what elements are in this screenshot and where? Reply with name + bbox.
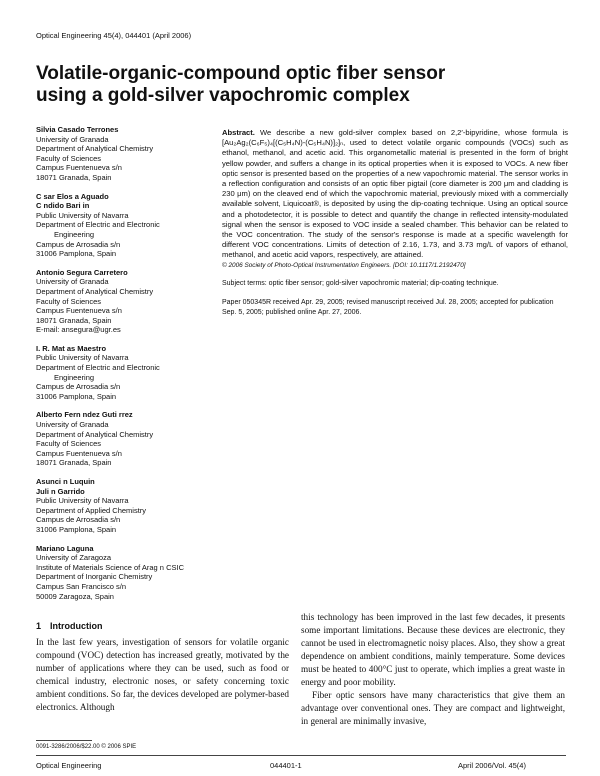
author-block bbox=[36, 125, 206, 183]
section-number: 1 bbox=[36, 621, 42, 631]
author-name: Asunci n Luquin bbox=[36, 477, 95, 486]
affiliation-line: Department of Applied Chemistry bbox=[36, 505, 147, 515]
body-paragraph: Fiber optic sensors have many characteristics that give them an advantage over conventional ones. They are compact and lightweight, in general are minimally invasive, bbox=[301, 690, 565, 726]
author-block bbox=[36, 410, 206, 468]
affiliation-line: Department of Electric and Electronic bbox=[36, 220, 160, 230]
author-email: E-mail: ansegura@ugr.es bbox=[36, 325, 121, 335]
title-line: using a gold-silver vapochromic complex bbox=[36, 85, 410, 106]
affiliation-line: Department of Electric and Electronic bbox=[36, 363, 160, 373]
affiliation-line: University of Granada bbox=[36, 277, 109, 287]
section-heading bbox=[36, 621, 103, 631]
abstract-section bbox=[222, 128, 568, 317]
affiliation-line: Campus Fuentenueva s/n bbox=[36, 163, 122, 173]
footer-page-number: 044401-1 bbox=[270, 761, 302, 770]
footer-issue: April 2006/Vol. 45(4) bbox=[458, 761, 526, 770]
affiliation-line: Campus de Arrosadia s/n bbox=[36, 515, 121, 525]
affiliation-line: Campus de Arrosadia s/n bbox=[36, 239, 121, 249]
author-block bbox=[36, 268, 206, 335]
author-name: Mariano Laguna bbox=[36, 543, 94, 553]
affiliation-line: 18071 Granada, Spain bbox=[36, 172, 112, 182]
running-header: Optical Engineering 45(4), 044401 (April 2006) bbox=[36, 31, 192, 40]
author-name: C sar Elos a Aguado bbox=[36, 191, 109, 201]
affiliation-line: Department of Inorganic Chemistry bbox=[36, 572, 153, 582]
affiliation-line: Institute of Materials Science of Arag n CSIC bbox=[36, 562, 184, 572]
affiliation-line: Faculty of Sciences bbox=[36, 439, 102, 449]
affiliation-line: University of Granada bbox=[36, 134, 109, 144]
affiliation-line: Department of Analytical Chemistry bbox=[36, 144, 154, 154]
copyright-line: © 2006 Society of Photo-Optical Instrumentation Engineers. [DOI: 10.1117/1.2192470] bbox=[222, 261, 466, 269]
author-name: C ndido Bari in bbox=[36, 201, 90, 211]
affiliation-line: Public University of Navarra bbox=[36, 353, 129, 363]
title-line: Volatile-organic-compound optic fiber sensor bbox=[36, 63, 446, 84]
author-block bbox=[36, 344, 206, 402]
affiliation-line: Department of Analytical Chemistry bbox=[36, 429, 154, 439]
abstract-body: We describe a new gold-silver complex based on 2,2′-bipyridine, whose formula is [Au₂Ag₂(C₆F₅)₄[(C₅H₄N)-(C₅H₄N)]₂]ₙ, used to detect volatile organic compounds (VOCs) such as ethanol, methanol, and acetic acid. This organometallic material is presented in the form of bright yellow powder, and suffers a change in its optical properties when it is exposed to VOCs. A new fiber optic sensor is presented based on the properties of a new vapochromic material. The sensor works in a reflection configuration and consists of an optic fiber pigtail (core diameter is 200 μm and cladding is 230 μm) on the cleaved end of which the vapochromic material, previously mixed with a commercially available solvent, Liquicoat®, is deposited by using the dip-coating technique. Using an optical source and a photodetector, it is possible to detect and quantify the change in reflected intensity-modulated signal when the sensor is exposed to VOC inside a sealed chamber. This behavior can be related to the VOC concentration. The study of the sensor's response is made at a specific wavelength for different VOC concentrations. Limits of detection of 2.16, 1.73, and 3.73 mg/L of vapors of ethanol, methanol, and acetic acid vapors, respectively, are attained. bbox=[222, 128, 568, 260]
affiliation-line: 31006 Pamplona, Spain bbox=[36, 524, 117, 534]
body-column-left bbox=[36, 636, 289, 714]
subject-terms: Subject terms: optic fiber sensor; gold-silver vapochromic material; dip-coating technique. bbox=[222, 279, 499, 287]
affiliation-line: Campus San Francisco s/n bbox=[36, 581, 127, 591]
author-name: Silvia Casado Terrones bbox=[36, 125, 119, 134]
paper-history: Paper 050345R received Apr. 29, 2005; revised manuscript received Jul. 28, 2005; accepted for publication Sep. 5, 2005; published online Apr. 27, 2006. bbox=[222, 299, 554, 316]
footer-journal: Optical Engineering bbox=[36, 761, 102, 770]
author-block bbox=[36, 477, 206, 535]
affiliation-line: Campus de Arrosadia s/n bbox=[36, 382, 121, 392]
affiliation-line: University of Zaragoza bbox=[36, 553, 112, 563]
affiliation-line: 31006 Pamplona, Spain bbox=[36, 391, 117, 401]
footnote-divider bbox=[36, 740, 92, 741]
author-block bbox=[36, 192, 206, 259]
body-column-right bbox=[301, 611, 565, 728]
affiliation-line: Public University of Navarra bbox=[36, 210, 129, 220]
abstract-label: Abstract. bbox=[222, 128, 255, 137]
affiliation-line: 50009 Zaragoza, Spain bbox=[36, 591, 114, 601]
affiliation-line: Public University of Navarra bbox=[36, 496, 129, 506]
body-paragraph: this technology has been improved in the last few decades, it presents some important limitations. Because these devices are electronic, they cannot be used in electromagnetic noisy places. Also, they show a great dependence on ambient conditions, mainly temperature. Some devices must be heated to 400°C just to operate, which implies a great waste in energy and poor mobility. bbox=[301, 612, 565, 687]
affiliation-line: Engineering bbox=[54, 372, 95, 382]
affiliation-line: Campus Fuentenueva s/n bbox=[36, 306, 122, 316]
section-title: Introduction bbox=[50, 621, 103, 631]
footnote: 0091-3286/2006/$22.00 © 2006 SPIE bbox=[36, 744, 137, 750]
paper-title bbox=[36, 63, 556, 107]
affiliation-line: Engineering bbox=[54, 229, 95, 239]
affiliation-line: 31006 Pamplona, Spain bbox=[36, 249, 117, 259]
abstract-paragraph bbox=[222, 128, 568, 261]
author-name: Alberto Fern ndez Guti rrez bbox=[36, 410, 133, 420]
affiliation-line: 18071 Granada, Spain bbox=[36, 315, 112, 325]
author-block bbox=[36, 544, 206, 602]
author-list bbox=[36, 125, 206, 610]
affiliation-line: Campus Fuentenueva s/n bbox=[36, 448, 122, 458]
footer-divider bbox=[36, 755, 566, 756]
author-name: Antonio Segura Carretero bbox=[36, 267, 128, 277]
affiliation-line: Department of Analytical Chemistry bbox=[36, 286, 154, 296]
affiliation-line: 18071 Granada, Spain bbox=[36, 458, 112, 468]
affiliation-line: University of Granada bbox=[36, 420, 109, 430]
author-name: I. R. Mat as Maestro bbox=[36, 343, 107, 353]
affiliation-line: Faculty of Sciences bbox=[36, 153, 102, 163]
body-paragraph: In the last few years, investigation of sensors for volatile organic compound (VOC) detection has increased greatly, motivated by the number of applications where they can be used, such as food or chemical industry, electronic noses, or safety concerning toxic ambient conditions. So far, the devices developed are polymer-based electronics. Although bbox=[36, 637, 289, 712]
author-name: Juli n Garrido bbox=[36, 486, 85, 496]
affiliation-line: Faculty of Sciences bbox=[36, 296, 102, 306]
